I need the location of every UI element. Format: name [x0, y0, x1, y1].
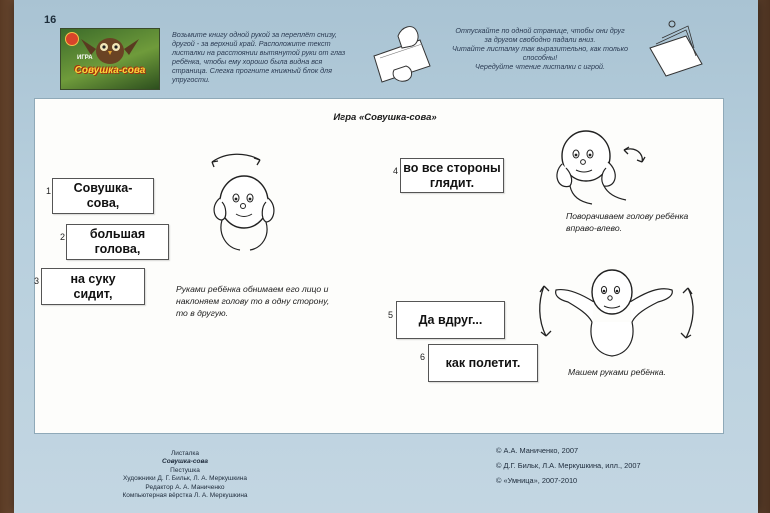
child-waving-arms-illustration: [534, 262, 704, 362]
instruction-hands: Руками ребёнка обнимаем его лицо и наклоняем голову то в одну сторону, то в другую.: [176, 284, 330, 318]
card-number: 5: [388, 310, 394, 320]
imprint-line: Пестушка: [170, 466, 200, 474]
page-number: 16: [44, 14, 57, 26]
verse-card: Да вдруг...: [396, 301, 505, 339]
verse-card: на суку сидит,: [41, 268, 145, 305]
verse-card: как полетит.: [428, 344, 538, 382]
imprint-line: Художники Д. Г. Бильк, Л. А. Меркушкина: [123, 475, 247, 483]
instruction-right-3: Чередуйте чтение листалки с игрой.: [475, 62, 605, 71]
logo-label: ИГРА: [77, 55, 93, 61]
child-hugging-face-illustration: [200, 150, 290, 260]
card-number: 2: [60, 232, 66, 242]
instruction-left: Возьмите книгу одной рукой за переплёт снизу, другой - за верхний край. Расположите текст листалки на расстоянии вытянутой руки от глаз ребёнка, чтобы ему хорошо была видна вся страница. Слегка прогните книжный блок для упругости.: [172, 30, 346, 84]
verse-card: Совушка- сова,: [52, 178, 154, 214]
card-number: 4: [393, 166, 399, 176]
card-number: 3: [34, 276, 40, 286]
instruction-right-2: Читайте листалку так выразительно, как только способны!: [452, 44, 629, 62]
logo-title: Совушка-сова: [74, 65, 146, 76]
owl-icon: [61, 29, 159, 69]
card-number: 1: [46, 186, 52, 196]
imprint: [100, 450, 270, 500]
instruction-turn: Поворачиваем голову ребёнка вправо-влево.: [566, 211, 689, 233]
child-turning-head-illustration: [546, 120, 656, 210]
imprint-line: Компьютерная вёрстка Л. А. Меркушкина: [122, 492, 248, 500]
imprint-line: Листалка: [170, 450, 200, 457]
imprint-line: Совушка-сова: [162, 458, 208, 466]
verse-card: большая голова,: [66, 224, 169, 260]
instruction-right-1: Отпускайте по одной странице, чтобы они друг за другом свободно падали вниз.: [455, 26, 625, 44]
instruction-wave: Машем руками ребёнка.: [568, 367, 666, 377]
book-logo: [60, 28, 160, 90]
game-title: Игра «Совушка-сова»: [333, 112, 437, 123]
copyright-line: © «Умница», 2007-2010: [496, 476, 578, 485]
card-number: 6: [420, 352, 426, 362]
flipping-book-icon: [646, 20, 708, 80]
imprint-line: Редактор А. А. Маниченко: [145, 483, 225, 491]
copyright-line: © Д.Г. Бильк, Л.А. Меркушкина, илл., 2007: [496, 461, 641, 470]
instruction-right: [452, 26, 628, 71]
hand-book-icon: [368, 20, 438, 84]
copyright-line: © А.А. Маниченко, 2007: [496, 446, 579, 455]
verse-card: во все стороны глядит.: [400, 158, 504, 193]
